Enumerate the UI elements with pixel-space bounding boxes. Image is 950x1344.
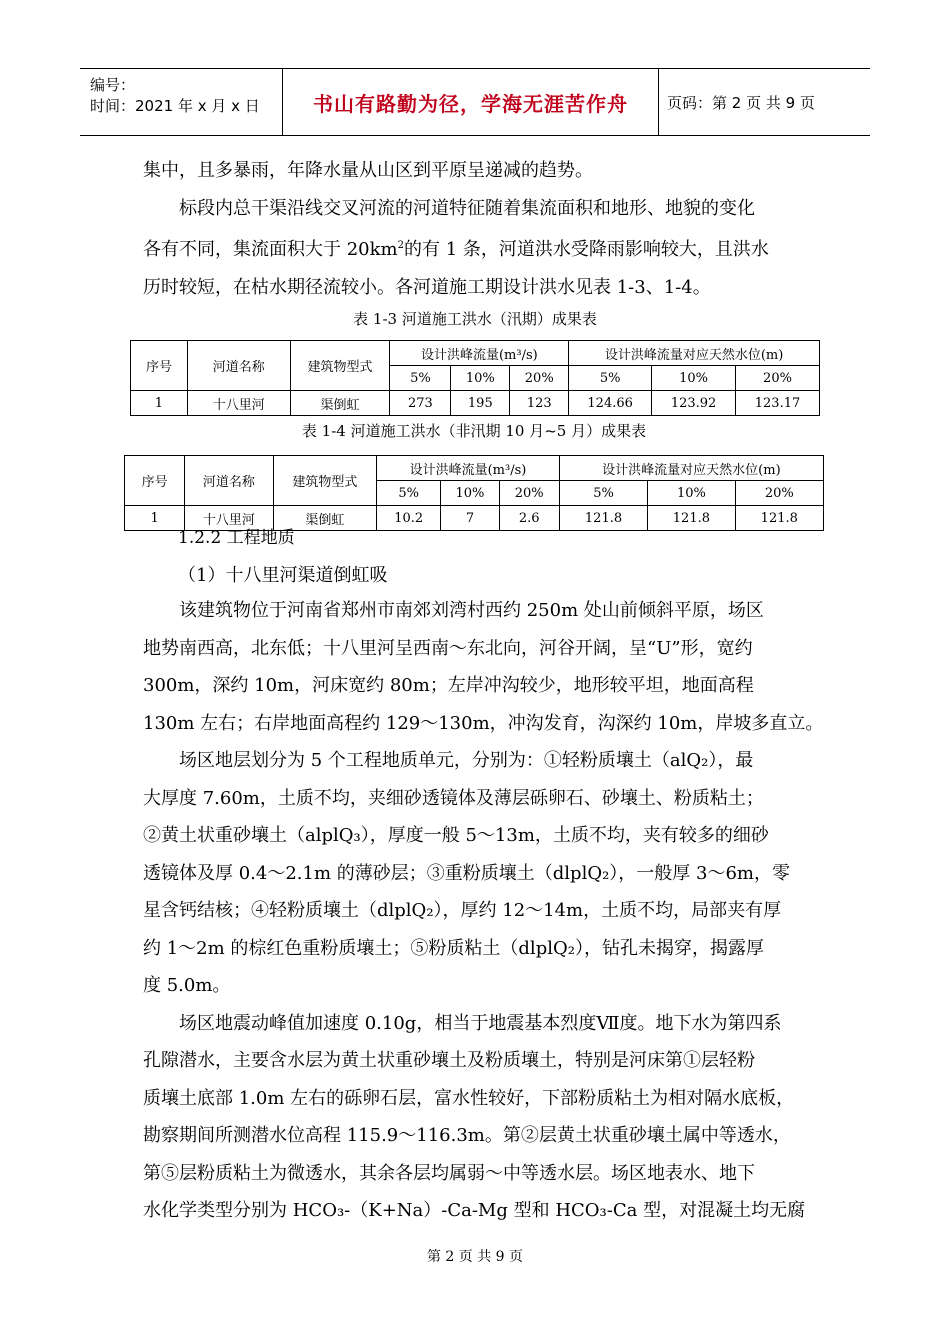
text-line: 孔隙潜水，主要含水层为黄土状重砂壤土及粉质壤土，特别是河床第①层轻粉: [143, 1050, 755, 1071]
header-cell: 5%: [559, 481, 647, 506]
text-line: 透镜体及厚 0.4～2.1m 的薄砂层；③重粉质壤土（dlplQ₂），一般厚 3～6m，零: [143, 862, 790, 884]
text-line: 勘察期间所测潜水位高程 115.9～116.3m。第②层黄土状重砂壤土属中等透水，: [143, 1125, 791, 1146]
geology-text: [143, 592, 824, 1230]
table-cell: 121.8: [648, 506, 735, 531]
text-line: 约 1～2m 的棕红色重粉质壤土；⑤粉质粘土（dlplQ₂），钻孔未揭穿，揭露厚: [143, 937, 764, 959]
table-caption: 表 1-4 河道施工洪水（非汛期 10 月~5 月）成果表: [301, 422, 647, 440]
header-cell: 5%: [390, 366, 451, 391]
table-cell: 121.8: [735, 506, 823, 531]
header-page-number: 页码：第 2 页 共 9 页: [667, 93, 815, 112]
table-cell: 渠倒虹: [290, 391, 390, 416]
section-heading: 1.2.2 工程地质: [178, 528, 295, 548]
text-line: 地势南西高，北东低；十八里河呈西南～东北向，河谷开阔，呈“U”形，宽约: [143, 637, 753, 659]
text-line: 度 5.0m。: [143, 975, 231, 996]
intro-text: [143, 152, 810, 306]
subsection-heading: （1）十八里河渠道倒虹吸: [178, 565, 388, 586]
table-cell: 121.8: [559, 506, 647, 531]
flood-table-dry-season: [124, 455, 824, 531]
doc-number-label: 编号：: [90, 76, 136, 94]
header-cell: 5%: [377, 481, 441, 506]
header-cell: 河道名称: [187, 341, 290, 391]
header-cell: 设计洪峰流量(m³/s): [390, 341, 569, 366]
header-cell: 设计洪峰流量对应天然水位(m): [559, 456, 823, 481]
text-line: ②黄土状重砂壤土（alplQ₃），厚度一般 5～13m，土质不均，夹有较多的细砂: [143, 825, 769, 846]
header-cell: 10%: [648, 481, 735, 506]
table-cell: 十八里河: [185, 506, 273, 531]
header-cell: 建筑物型式: [290, 341, 390, 391]
header-cell: 20%: [499, 481, 559, 506]
table-cell: 124.66: [569, 391, 652, 416]
header-meta: [80, 69, 283, 135]
text-line: 水化学类型分别为 HCO₃-（K+Na）-Ca-Mg 型和 HCO₃-Ca 型，对混凝土均无腐: [143, 1200, 806, 1221]
text-line: 场区地层划分为 5 个工程地质单元，分别为：①轻粉质壤土（alQ₂），最: [179, 750, 754, 771]
text-line: 130m 左右；右岸地面高程约 129～130m，冲沟发育，沟深约 10m，岸坡多直立。: [143, 712, 824, 734]
table-cell: 1: [125, 506, 185, 531]
page-footer: 第 2 页 共 9 页: [426, 1249, 524, 1265]
header-cell: 序号: [131, 341, 188, 391]
text-line: 场区地震动峰值加速度 0.10g，相当于地震基本烈度Ⅶ度。地下水为第四系: [179, 1012, 782, 1034]
header-cell: 20%: [736, 366, 820, 391]
header-cell: 河道名称: [185, 456, 273, 506]
table-cell: 2.6: [499, 506, 559, 531]
flood-table-flood-season: [130, 340, 820, 416]
header-cell: 设计洪峰流量对应天然水位(m): [569, 341, 820, 366]
header-cell: 设计洪峰流量(m³/s): [377, 456, 560, 481]
header-cell: 5%: [569, 366, 652, 391]
table-cell: 渠倒虹: [273, 506, 376, 531]
table-cell: 123.17: [736, 391, 820, 416]
header-cell: 建筑物型式: [273, 456, 376, 506]
table-cell: 1: [131, 391, 188, 416]
table-cell: 7: [441, 506, 499, 531]
text-line: 星含钙结核；④轻粉质壤土（dlplQ₂），厚约 12～14m，土质不均，局部夹有厚: [143, 900, 782, 921]
text-line: 该建筑物位于河南省郑州市南郊刘湾村西约 250m 处山前倾斜平原，场区: [179, 600, 764, 621]
header-cell: 20%: [735, 481, 823, 506]
table-cell: 123: [510, 391, 569, 416]
header-cell: 10%: [441, 481, 499, 506]
text-line: 300m，深约 10m，河床宽约 80m；左岸冲沟较少，地形较平坦，地面高程: [143, 675, 754, 696]
table-cell: 十八里河: [187, 391, 290, 416]
header-cell: 序号: [125, 456, 185, 506]
table-row: [131, 391, 820, 416]
header-motto: 书山有路勤为径，学海无涯苦作舟: [283, 69, 659, 135]
text-line: 第⑤层粉质粘土为微透水，其余各层均属弱～中等透水层。场区地表水、地下: [143, 1162, 755, 1184]
text-line: 质壤土底部 1.0m 左右的砾卵石层，富水性较好，下部粉质粘土为相对隔水底板，: [143, 1087, 795, 1109]
text-line: 标段内总干渠沿线交叉河流的河道特征随着集流面积和地形、地貌的变化: [179, 197, 755, 219]
header-cell: 20%: [510, 366, 569, 391]
doc-time-label: 时间：2021 年 x 月 x 日: [90, 97, 260, 115]
table-cell: 195: [451, 391, 510, 416]
table-cell: 273: [390, 391, 451, 416]
header-cell: 10%: [451, 366, 510, 391]
table-cell: 10.2: [377, 506, 441, 531]
table-caption: 表 1-3 河道施工洪水（汛期）成果表: [353, 310, 597, 328]
text-line: 集中，且多暴雨，年降水量从山区到平原呈递减的趋势。: [143, 160, 593, 181]
table-cell: 123.92: [652, 391, 736, 416]
page-header: [80, 68, 870, 136]
header-cell: 10%: [652, 366, 736, 391]
text-line: 历时较短，在枯水期径流较小。各河道施工期设计洪水见表 1-3、1-4。: [143, 276, 711, 298]
text-line: 大厚度 7.60m，土质不均，夹细砂透镜体及薄层砾卵石、砂壤土、粉质粘土；: [143, 787, 764, 809]
text-line: 各有不同，集流面积大于 $20km^2$的有 1 条，河道洪水受降雨影响较大，且洪水: [143, 239, 769, 260]
